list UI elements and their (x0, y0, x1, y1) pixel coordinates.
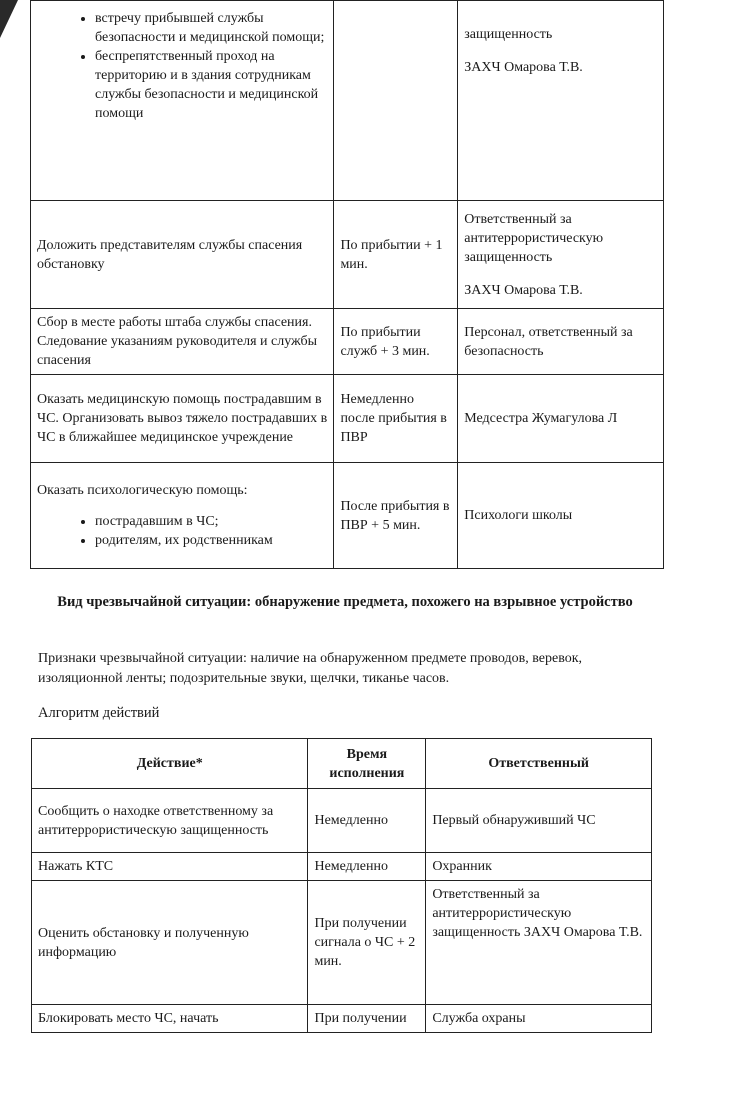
action-cell (31, 463, 334, 569)
table-row (31, 201, 664, 309)
table-row (31, 1, 664, 201)
responsible-text: защищенность (464, 27, 553, 42)
action-list (37, 512, 327, 550)
action-cell: Нажать КТС (32, 853, 308, 881)
action-cell: Доложить представителям службы спасения обстановку (31, 201, 334, 309)
algorithm-label: Алгоритм действий (38, 705, 160, 721)
responsible-name: ЗАХЧ Омарова Т.В. (464, 60, 583, 75)
table-row (31, 463, 664, 569)
responsible-text: Ответственный за антитеррористическую защищенность (464, 211, 604, 265)
column-header-action: Действие* (32, 739, 308, 789)
action-cell: Сбор в месте работы штаба службы спасения. Следование указаниям руководителя и службы спасения (31, 309, 334, 375)
responsible-cell: Ответственный за антитеррористическую защищенность ЗАХЧ Омарова Т.В. (426, 881, 652, 1005)
responsible-cell (458, 1, 664, 201)
action-text: Оказать психологическую помощь: (37, 483, 248, 498)
algorithm-table-continued (30, 0, 664, 569)
scan-corner-shadow (0, 0, 18, 38)
responsible-cell: Служба охраны (426, 1005, 652, 1033)
action-cell: Оказать медицинскую помощь пострадавшим в ЧС. Организовать вывоз тяжело пострадавших в ЧС в ближайшее медицинское учреждение (31, 375, 334, 463)
table-header-row (32, 739, 652, 789)
time-cell: При получении сигнала о ЧС + 2 мин. (308, 881, 426, 1005)
time-cell (334, 1, 458, 201)
time-cell: По прибытии служб + 3 мин. (334, 309, 458, 375)
action-list (37, 9, 327, 123)
table-row (31, 375, 664, 463)
table-row (32, 789, 652, 853)
action-cell (31, 1, 334, 201)
action-cell: Сообщить о находке ответственному за антитеррористическую защищенность (32, 789, 308, 853)
responsible-cell: Персонал, ответственный за безопасность (458, 309, 664, 375)
algorithm-table (31, 738, 652, 1033)
list-item: • родителям, их родственникам (95, 531, 327, 550)
time-cell: По прибытии + 1 мин. (334, 201, 458, 309)
action-cell: Оценить обстановку и полученную информацию (32, 881, 308, 1005)
section-heading: Вид чрезвычайной ситуации: обнаружение предмета, похожего на взрывное устройство (57, 594, 633, 610)
table-row (31, 309, 664, 375)
responsible-name: ЗАХЧ Омарова Т.В. (464, 282, 583, 298)
responsible-cell: Психологи школы (458, 463, 664, 569)
list-item: • встречу прибывшей службы безопасности и медицинской помощи; (95, 9, 327, 47)
time-cell: После прибытия в ПВР + 5 мин. (334, 463, 458, 569)
responsible-cell: Охранник (426, 853, 652, 881)
responsible-cell (458, 201, 664, 309)
table-row (32, 853, 652, 881)
time-cell: Немедленно (308, 853, 426, 881)
list-item: • беспрепятственный проход на территорию и в здания сотрудникам службы безопасности и медицинской помощи (95, 47, 327, 123)
action-cell: Блокировать место ЧС, начать (32, 1005, 308, 1033)
time-cell: Немедленно (308, 789, 426, 853)
table-row (32, 881, 652, 1005)
responsible-cell: Первый обнаруживший ЧС (426, 789, 652, 853)
time-cell: При получении (308, 1005, 426, 1033)
responsible-cell: Медсестра Жумагулова Л (458, 375, 664, 463)
table-row (32, 1005, 652, 1033)
column-header-responsible: Ответственный (426, 739, 652, 789)
column-header-time: Время исполнения (308, 739, 426, 789)
time-cell: Немедленно после прибытия в ПВР (334, 375, 458, 463)
list-item: • пострадавшим в ЧС; (95, 512, 327, 531)
emergency-signs-paragraph: Признаки чрезвычайной ситуации: наличие на обнаруженном предмете проводов, веревок, изоляционной ленты; подозрительные звуки, щелчки, тиканье часов. (38, 651, 583, 686)
